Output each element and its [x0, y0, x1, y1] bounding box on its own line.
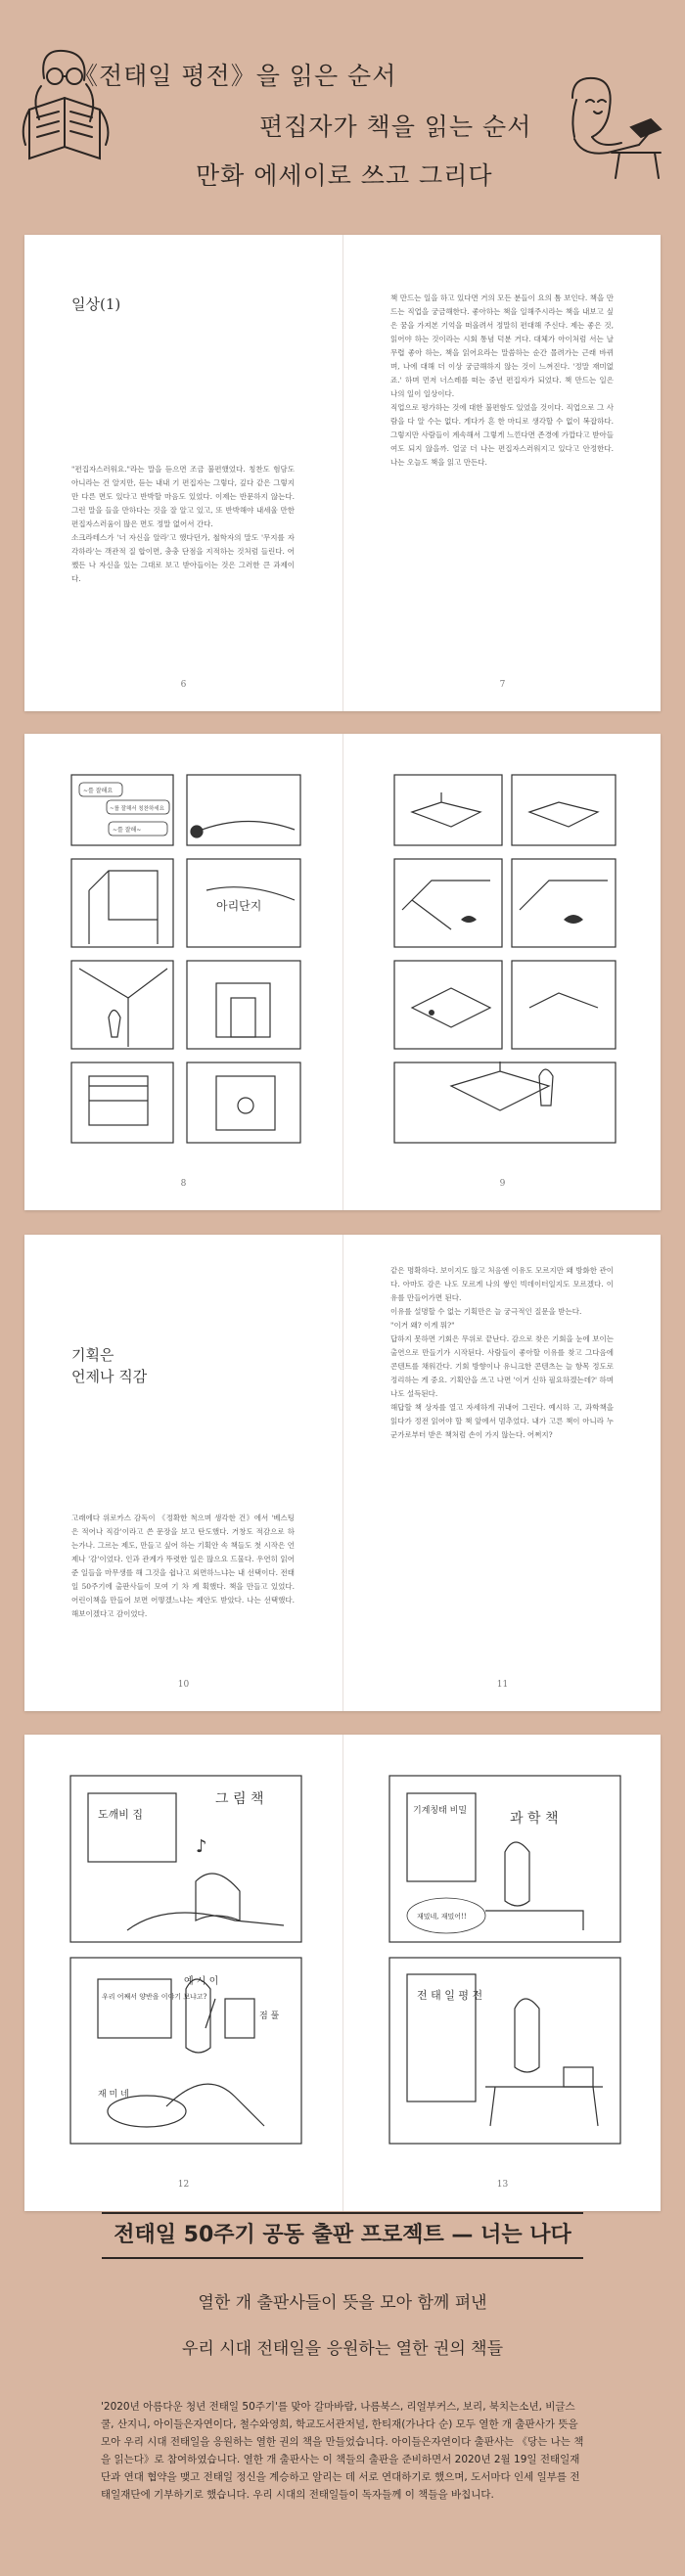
project-title: 전태일 50주기 공동 출판 프로젝트 — 너는 나다 [114, 2223, 571, 2247]
comic-panels-right [388, 1774, 622, 2146]
project-description: '2020년 아름다운 청년 전태일 50주기'를 맞아 갈마바람, 나름북스, 리얼부커스, 보리, 북치는소년, 비글스쿨, 산지니, 아이들은자연이다, 철수와영희, 학교도서관저널, 한티재(가나다 순) 모두 열한 개 출판사가 뜻을 모아 우리 시대 전태일을 응원하는 열한 권의 책을 만들었습니다. 아이들은자연이다 출판사는 《당는 나는 책을 읽는다》로 참여하였습니다. 열한 개 출판사는 이 책들의 출판을 준비하면서 2020년 2월 19일 전태일재단과 연대 협약을 맺고 전태일 정신을 계승하고 알리는 데 서로 연대하기로 했으며, 도서마다 인세 일부를 전태일재단에 기부하기로 했습니다. 우리 시대의 전태일들이 독자들께 이 책들을 바칩니다. [101, 2401, 584, 2501]
body-text-right: 같은 명확하다. 보이지도 않고 처음엔 이유도 모르지만 왜 방화한 관이다. 아마도 감은 나도 모르게 나의 쌓인 빅데이터일지도 모르겠다. 이유를 만들어가면 된다. 이유를 설명할 수 없는 기획만은 늘 궁극적인 질문을 받는다. "이거 왜? 이게 뭐?" 답하지 못하면 기회은 무위로 끝난다. 감으로 찾은 기회을 눈에 보이는 출연으로 만들기가 시작된다. 사람들이 좋아할 이유를 찾고 그다음에 콘텐트를 채워간다. 기회 방향이나 유니크한 콘텐츠는 늘 항목 정도로 정리하는 게 중요. 기획안을 쓰고 나면 '이거 신하 필요하겠는데?' 하며 나도 설득된다. 해답할 책 상자를 열고 자세하게 귀내어 그린다. 예시하 고, 과학책을 읽다가 정전 읽어야 할 책 앞에서 멈추었다. 내가 고른 책이 아니라 누군가로부터 받은 책처럼 손이 가지 않는다. 어쩌지? [390, 1266, 614, 1439]
music-note-icon: ♪ [196, 1836, 207, 1857]
read-bubble-text: 재 미 네 [98, 2090, 129, 2100]
comic-panels-left [68, 1774, 303, 2146]
page-10 [24, 1235, 342, 1711]
comic-bubble-1: ~를 잘해요 [83, 788, 114, 794]
page-number: 7 [499, 680, 506, 690]
project-subtitle-2: 우리 시대 전태일을 응원하는 열한 권의 책들 [181, 2339, 504, 2359]
page-13 [342, 1735, 662, 2211]
divider-top [102, 2212, 583, 2214]
mini-label-text: 점 풀 [259, 2011, 280, 2021]
book-spread-pages-8-9 [24, 734, 661, 1210]
project-subtitle-1: 열한 개 출판사들이 뜻을 모아 함께 펴낸 [198, 2293, 487, 2313]
picture-book-label: 그 림 책 [215, 1791, 264, 1807]
comic-panels-right [392, 773, 617, 1145]
page-number: 13 [496, 2180, 509, 2190]
chapter-title: 일상(1) [71, 295, 121, 313]
page-number: 9 [499, 1179, 506, 1189]
page-number: 12 [177, 2180, 190, 2190]
book-spread-pages-12-13 [24, 1735, 661, 2211]
writing-person-illustration-right [553, 68, 670, 186]
book-title-ghost-house: 도깨비 집 [98, 1808, 144, 1821]
page-12 [24, 1735, 342, 2211]
shout-text: 예 시 이 [184, 1976, 219, 1987]
science-bubble-text: 재밌네, 재밌어!! [417, 1913, 467, 1921]
book-title-secret: 기계칭태 비밀 [413, 1806, 468, 1816]
book-spread-pages-6-7 [24, 235, 661, 711]
divider-bottom [102, 2257, 583, 2259]
book-title-jeon-taeil: 전 태 일 평 전 [417, 1989, 483, 2002]
page-number: 8 [180, 1179, 187, 1189]
page-6 [24, 235, 342, 711]
page-9 [342, 734, 662, 1210]
page-7 [342, 235, 662, 711]
body-text-left: "편집자스러워요."라는 말을 듣으면 조금 불편했었다. 칭찬도 험담도 아니라는 건 알지만, 듣는 내내 기 편집자는 그렇다, 깊다 같은 그렇지만 다른 면도 있다고 반박할 마음도 있었다. 이제는 반문하지 않는다. 그런 말을 들을 만하다는 것을 잘 알고 있고, 또 반박해야 내세울 만한 편집자스러움이 많은 면도 정말 없어서 간다. 소크라테스가 '너 자신을 알라'고 했다던가, 철학자의 말도 '무지를 자각하라'는 객관적 질 합이면, 충충 단점을 지적하는 것처럼 들린다. 어쨌든 나 자신을 있는 그대로 보고 받아들이는 것은 그러한 큰 과제이다. [71, 465, 295, 583]
book-title-yangban: 우리 어째서 양반을 이야기 보냐고? [102, 1993, 207, 2001]
header-line-3: 만화 에세이로 쓰고 그리다 [196, 161, 493, 190]
page-11 [342, 1235, 662, 1711]
page-number: 6 [180, 680, 187, 690]
page-number: 11 [496, 1680, 509, 1690]
chapter-title: 기획은 언제나 직감 [71, 1346, 148, 1385]
book-spread-pages-10-11 [24, 1235, 661, 1711]
page-number: 10 [177, 1680, 190, 1690]
body-text-left: 고래에다 위로카스 감독이 《정확한 척으며 생각한 건》에서 '베스팅은 적어나 직감'이라고 쓴 문장을 보고 탄도했다. 거창도 적감으로 하는가나. 그르는 제도, 만들고 싶어 하는 기획안 속 책들도 첫 시작은 언제나 '감'이었다. 인과 관계가 뚜렷한 일은 많으요 드물다. 우연히 읽어준 일들을 마무생를 해 그것을 쉽나고 외면하느냐는 내 선택이다. 전태일 50주기에 출판사들이 모여 기 차 계 획했다. 책을 만들고 있었다. 어린이책을 만들어 보면 어떻겠느냐는 제안도 받았다. 나는 선택했다. 해보이겠다고 감이었다. [71, 1514, 295, 1618]
header-line-2: 편집자가 책을 읽는 순서 [259, 113, 532, 141]
project-info-footer [0, 2206, 685, 2576]
comic-sign-text: 아리단지 [216, 899, 262, 913]
comic-panels-left [69, 773, 302, 1145]
page-8 [24, 734, 342, 1210]
body-text-right: 책 만드는 일을 하고 있다면 거의 모든 분들이 요의 톰 보인다. 책을 만드는 직업을 궁금해한다. 좋아하는 책을 일해주시라는 책을 내보고 싶은 꿈을 가져본 기억을 떠올려서 정말히 편대해 주신다. 제는 좋은 것, 읽어야 하는 것이라는 시회 통념 덕분 거다. 대체가 아이처럼 서는 날 무렵 좋아 하는, 책을 읽어요라는 말씀하는 순간 몰려가는 근래 바뀌며, 나에 대해 더 이상 궁금해하지 않는 것이 느껴진다. '정말 재미없죠.' 하며 먼저 너스레를 떠는 중년 편집자가 되었다. 책 만드는 일은 나의 일이 일상이다. 직업으로 평가하는 것에 대한 불편함도 있었을 것이다. 직업으로 그 사람을 다 알 수는 없다. 게다가 흔 한 마디로 생각할 수 없이 복잡하다. 그렇지만 사람들이 계속해서 그렇게 느낀다면 존경에 가깝다고 받아들여도 되지 않을까. 얼굴 더 나는 편집자스러워지고 있다고 안정한다. 나는 오늘도 책을 읽고 만든다. [390, 294, 614, 467]
header-line-1: 《전태일 평전》을 읽은 순서 [73, 62, 397, 90]
comic-bubble-2: ~를 잘해서 칭찬하세요 [110, 806, 164, 812]
header-banner [0, 0, 685, 210]
science-book-label: 과 학 책 [510, 1811, 559, 1827]
comic-bubble-3: ~를 잘해~ [113, 827, 142, 834]
